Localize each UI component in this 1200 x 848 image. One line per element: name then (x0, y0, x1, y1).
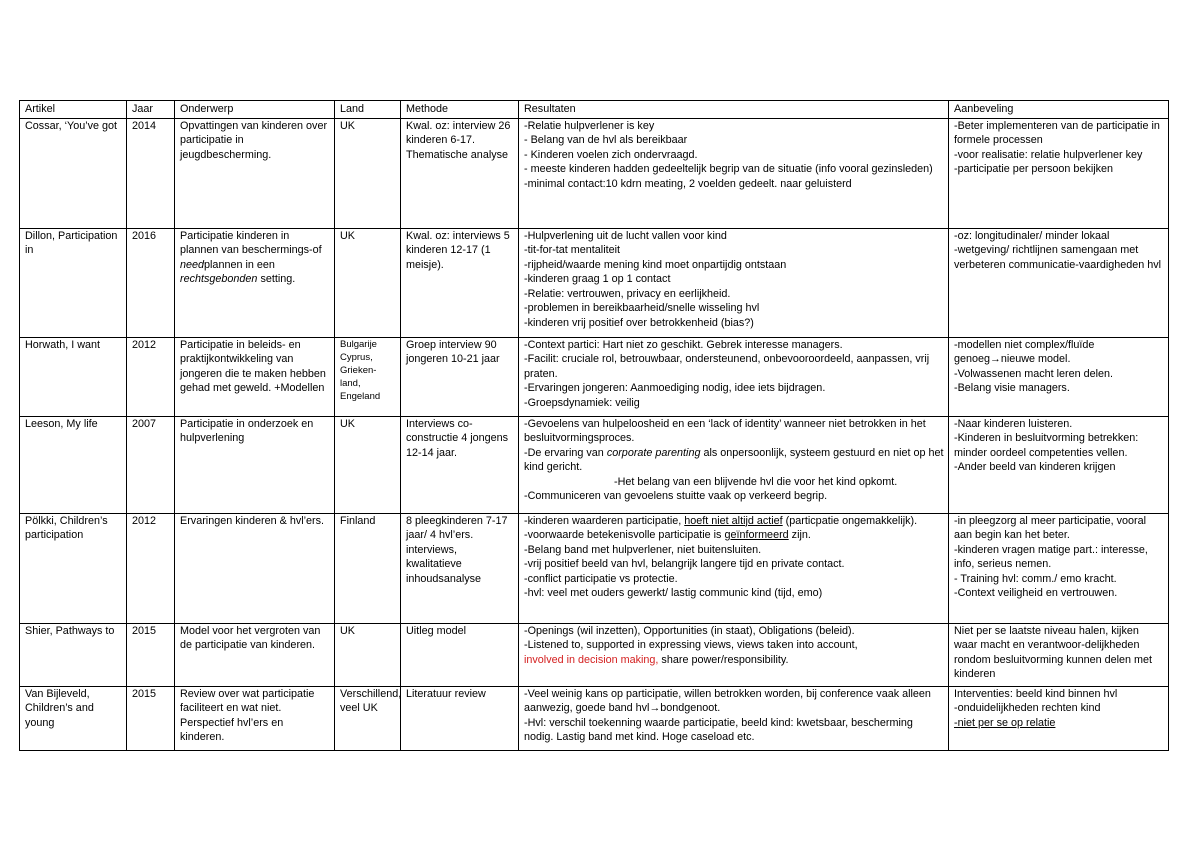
result-text: (particpatie ongemakkelijk). (782, 514, 918, 527)
cell-methode: Kwal. oz: interview 26 kinderen 6-17. Thematische analyse (401, 118, 519, 228)
result-line: -Listened to, supported in expressing views, views taken into account, (524, 639, 858, 651)
cell-artikel: Horwath, I want (20, 337, 127, 416)
header-onderwerp: Onderwerp (175, 101, 335, 119)
onderwerp-italic: rechtsgebonden (180, 273, 258, 285)
header-artikel: Artikel (20, 101, 127, 119)
onderwerp-text: Participatie kinderen in plannen van beschermings-of (180, 229, 322, 256)
cell-artikel: Leeson, My life (20, 416, 127, 513)
result-line: -Veel weinig kans op participatie, willen betrokken worden, bij conference vaak alleen aanwezig, goede band hvl→bondgenoot. (524, 687, 931, 714)
literature-table (19, 100, 1169, 751)
recommendation-line: -modellen niet complex/fluïde genoeg→nieuwe model. (954, 338, 1095, 365)
result-line: -Communiceren van gevoelens stuitte vaak op verkeerd begrip. (524, 490, 828, 502)
cell-resultaten (519, 623, 949, 686)
result-text: als onpersoonlijk, systeem gestuurd en niet op het kind gericht. (524, 446, 944, 473)
header-row (20, 101, 1169, 119)
result-text: -De ervaring van (524, 446, 607, 459)
cell-aanbeveling: Niet per se laatste niveau halen, kijken waar macht en verantwoor-delijkheden rondom besluitvorming kunnen delen met kinderen (949, 623, 1169, 686)
result-text: zijn. (788, 529, 811, 541)
recommendation-line: -in pleegzorg al meer participatie, vooral aan begin kan het beter. (954, 514, 1147, 541)
land-line: Bulgarije (340, 338, 377, 350)
result-text: share power/responsibility. (658, 653, 789, 666)
cell-methode: Groep interview 90 jongeren 10-21 jaar (401, 337, 519, 416)
result-line: -vrij positief beeld van hvl, belangrijk langere tijd en private contact. (524, 558, 845, 570)
onderwerp-italic: need (180, 258, 205, 271)
result-line: -Hulpverlening uit de lucht vallen voor kind (524, 229, 727, 242)
cell-artikel: Pölkki, Children’s participation (20, 513, 127, 623)
cell-aanbeveling (949, 513, 1169, 623)
result-line: -minimal contact:10 kdrn meating, 2 voelden gedeelt. naar geluisterd (524, 177, 852, 190)
land-line: Engeland (340, 390, 381, 402)
result-line (524, 528, 944, 543)
cell-land: UK (335, 623, 401, 686)
cell-onderwerp: Participatie in beleids- en praktijkontwikkeling van jongeren die te maken hebben gehad met geweld. +Modellen (175, 337, 335, 416)
cell-jaar: 2012 (127, 513, 175, 623)
cell-methode: Kwal. oz: interviews 5 kinderen 12-17 (1 meisje). (401, 228, 519, 337)
result-line: -Ervaringen jongeren: Aanmoediging nodig, idee iets bijdragen. (524, 382, 826, 394)
cell-onderwerp: Participatie in onderzoek en hulpverlening (175, 416, 335, 513)
table-row (20, 513, 1169, 623)
cell-methode: 8 pleegkinderen 7-17 jaar/ 4 hvl’ers. interviews, kwalitatieve inhoudsanalyse (401, 513, 519, 623)
recommendation-line: -Beter implementeren van de participatie in formele processen (954, 119, 1160, 146)
result-line: -tit-for-tat mentaliteit (524, 244, 620, 256)
cell-onderwerp: Ervaringen kinderen & hvl’ers. (175, 513, 335, 623)
recommendation-line: -oz: longitudinaler/ minder lokaal (954, 229, 1110, 242)
result-line: -rijpheid/waarde mening kind moet onpartijdig ontstaan (524, 258, 787, 271)
cell-jaar: 2016 (127, 228, 175, 337)
cell-land: Verschillend, veel UK (335, 686, 401, 750)
table-row (20, 416, 1169, 513)
cell-land: UK (335, 416, 401, 513)
cell-artikel: Dillon, Participation in (20, 228, 127, 337)
result-line: -Openings (wil inzetten), Opportunities (in staat), Obligations (beleid). (524, 624, 855, 637)
cell-jaar: 2015 (127, 623, 175, 686)
cell-artikel: Van Bijleveld, Children’s and young (20, 686, 127, 750)
result-line: -Relatie hulpverlener is key (524, 119, 655, 132)
result-line: - meeste kinderen hadden gedeeltelijk begrip van de situatie (info vooral gezinsleden) (524, 163, 933, 175)
result-line: -Hvl: verschil toekenning waarde participatie, beeld kind: kwetsbaar, bescherming nodig. Lastig band met kind. Hoge caseload etc. (524, 716, 913, 743)
result-line: -kinderen graag 1 op 1 contact (524, 273, 671, 285)
cell-methode: Interviews co-constructie 4 jongens 12-14 jaar. (401, 416, 519, 513)
result-line (524, 653, 944, 668)
recommendation-line: -Naar kinderen luisteren. (954, 417, 1073, 430)
recommendation-line: -Kinderen in besluitvorming betrekken: minder oordeel competenties vellen. (954, 432, 1139, 459)
result-underlined: hoeft niet altijd actief (684, 514, 783, 527)
recommendation-line: - Training hvl: comm./ emo kracht. (954, 572, 1117, 585)
result-line: -Het belang van een blijvende hvl die voor het kind opkomt. (614, 475, 898, 488)
cell-resultaten (519, 513, 949, 623)
cell-resultaten (519, 228, 949, 337)
cell-aanbeveling (949, 228, 1169, 337)
header-jaar: Jaar (127, 101, 175, 119)
result-line: -Gevoelens van hulpeloosheid en een ‘lack of identity’ wanneer niet betrokken in het besluitvormingsproces. (524, 417, 926, 444)
cell-aanbeveling (949, 118, 1169, 228)
header-aanbeveling: Aanbeveling (949, 101, 1169, 119)
cell-methode: Uitleg model (401, 623, 519, 686)
result-line: -Belang band met hulpverlener, niet buitensluiten. (524, 543, 762, 556)
header-methode: Methode (401, 101, 519, 119)
result-text: -voorwaarde betekenisvolle participatie is (524, 529, 725, 541)
result-line: - Belang van de hvl als bereikbaar (524, 134, 688, 146)
cell-land: UK (335, 118, 401, 228)
land-line: Grieken-land, (340, 364, 377, 389)
table-row (20, 623, 1169, 686)
cell-artikel: Cossar, ‘You’ve got (20, 118, 127, 228)
cell-jaar: 2014 (127, 118, 175, 228)
table-row (20, 228, 1169, 337)
recommendation-line: -niet per se op relatie (954, 716, 1056, 729)
recommendation-line: -Volwassenen macht leren delen. (954, 367, 1114, 380)
cell-jaar: 2007 (127, 416, 175, 513)
header-resultaten: Resultaten (519, 101, 949, 119)
onderwerp-text: plannen in een (204, 258, 275, 271)
cell-resultaten (519, 118, 949, 228)
cell-aanbeveling (949, 686, 1169, 750)
recommendation-line: -voor realisatie: relatie hulpverlener key (954, 148, 1143, 161)
recommendation-line: -Context veiligheid en vertrouwen. (954, 587, 1118, 599)
result-line: -hvl: veel met ouders gewerkt/ lastig communic kind (tijd, emo) (524, 587, 823, 599)
cell-onderwerp: Review over wat participatie faciliteert en wat niet. Perspectief hvl’ers en kinderen. (175, 686, 335, 750)
cell-onderwerp (175, 228, 335, 337)
result-line: -problemen in bereikbaarheid/snelle wisseling hvl (524, 302, 760, 314)
recommendation-line: -kinderen vragen matige part.: interesse, info, serieus nemen. (954, 543, 1148, 570)
cell-land: UK (335, 228, 401, 337)
recommendation-line: -participatie per persoon bekijken (954, 163, 1114, 175)
result-highlight-red: involved in decision making, (524, 653, 659, 666)
result-text: -kinderen waarderen participatie, (524, 514, 685, 527)
result-line: -kinderen vrij positief over betrokkenheid (bias?) (524, 316, 754, 329)
result-line (524, 514, 944, 529)
onderwerp-text: setting. (257, 273, 296, 285)
cell-jaar: 2015 (127, 686, 175, 750)
cell-artikel: Shier, Pathways to (20, 623, 127, 686)
cell-jaar: 2012 (127, 337, 175, 416)
result-line: -Groepsdynamiek: veilig (524, 396, 640, 409)
cell-resultaten (519, 337, 949, 416)
land-line: Cyprus, (340, 351, 373, 363)
recommendation-line: -wetgeving/ richtlijnen samengaan met verbeteren communicatie-vaardigheden hvl (954, 244, 1162, 271)
recommendation-line: -onduidelijkheden rechten kind (954, 702, 1101, 714)
cell-aanbeveling (949, 416, 1169, 513)
cell-aanbeveling (949, 337, 1169, 416)
result-line: -Context partici: Hart niet zo geschikt. Gebrek interesse managers. (524, 338, 843, 351)
result-underlined: geïnformeerd (724, 529, 789, 541)
header-land: Land (335, 101, 401, 119)
cell-resultaten (519, 686, 949, 750)
result-line: -Facilit: cruciale rol, betrouwbaar, ondersteunend, onbevooroordeeld, aanpassen, vrij praten. (524, 353, 930, 380)
recommendation-line: Interventies: beeld kind binnen hvl (954, 687, 1118, 700)
table-row (20, 686, 1169, 750)
cell-land: Finland (335, 513, 401, 623)
cell-methode: Literatuur review (401, 686, 519, 750)
table-row (20, 337, 1169, 416)
result-line: -conflict participatie vs protectie. (524, 572, 678, 585)
recommendation-line: -Ander beeld van kinderen krijgen (954, 461, 1116, 473)
cell-onderwerp: Model voor het vergroten van de participatie van kinderen. (175, 623, 335, 686)
cell-resultaten (519, 416, 949, 513)
table-row (20, 118, 1169, 228)
cell-onderwerp: Opvattingen van kinderen over participatie in jeugdbescherming. (175, 118, 335, 228)
result-line: - Kinderen voelen zich ondervraagd. (524, 148, 698, 161)
recommendation-line: -Belang visie managers. (954, 382, 1070, 394)
cell-land (335, 337, 401, 416)
result-line: -Relatie: vertrouwen, privacy en eerlijkheid. (524, 287, 731, 300)
result-italic: corporate parenting (606, 446, 701, 459)
result-line (524, 446, 944, 475)
